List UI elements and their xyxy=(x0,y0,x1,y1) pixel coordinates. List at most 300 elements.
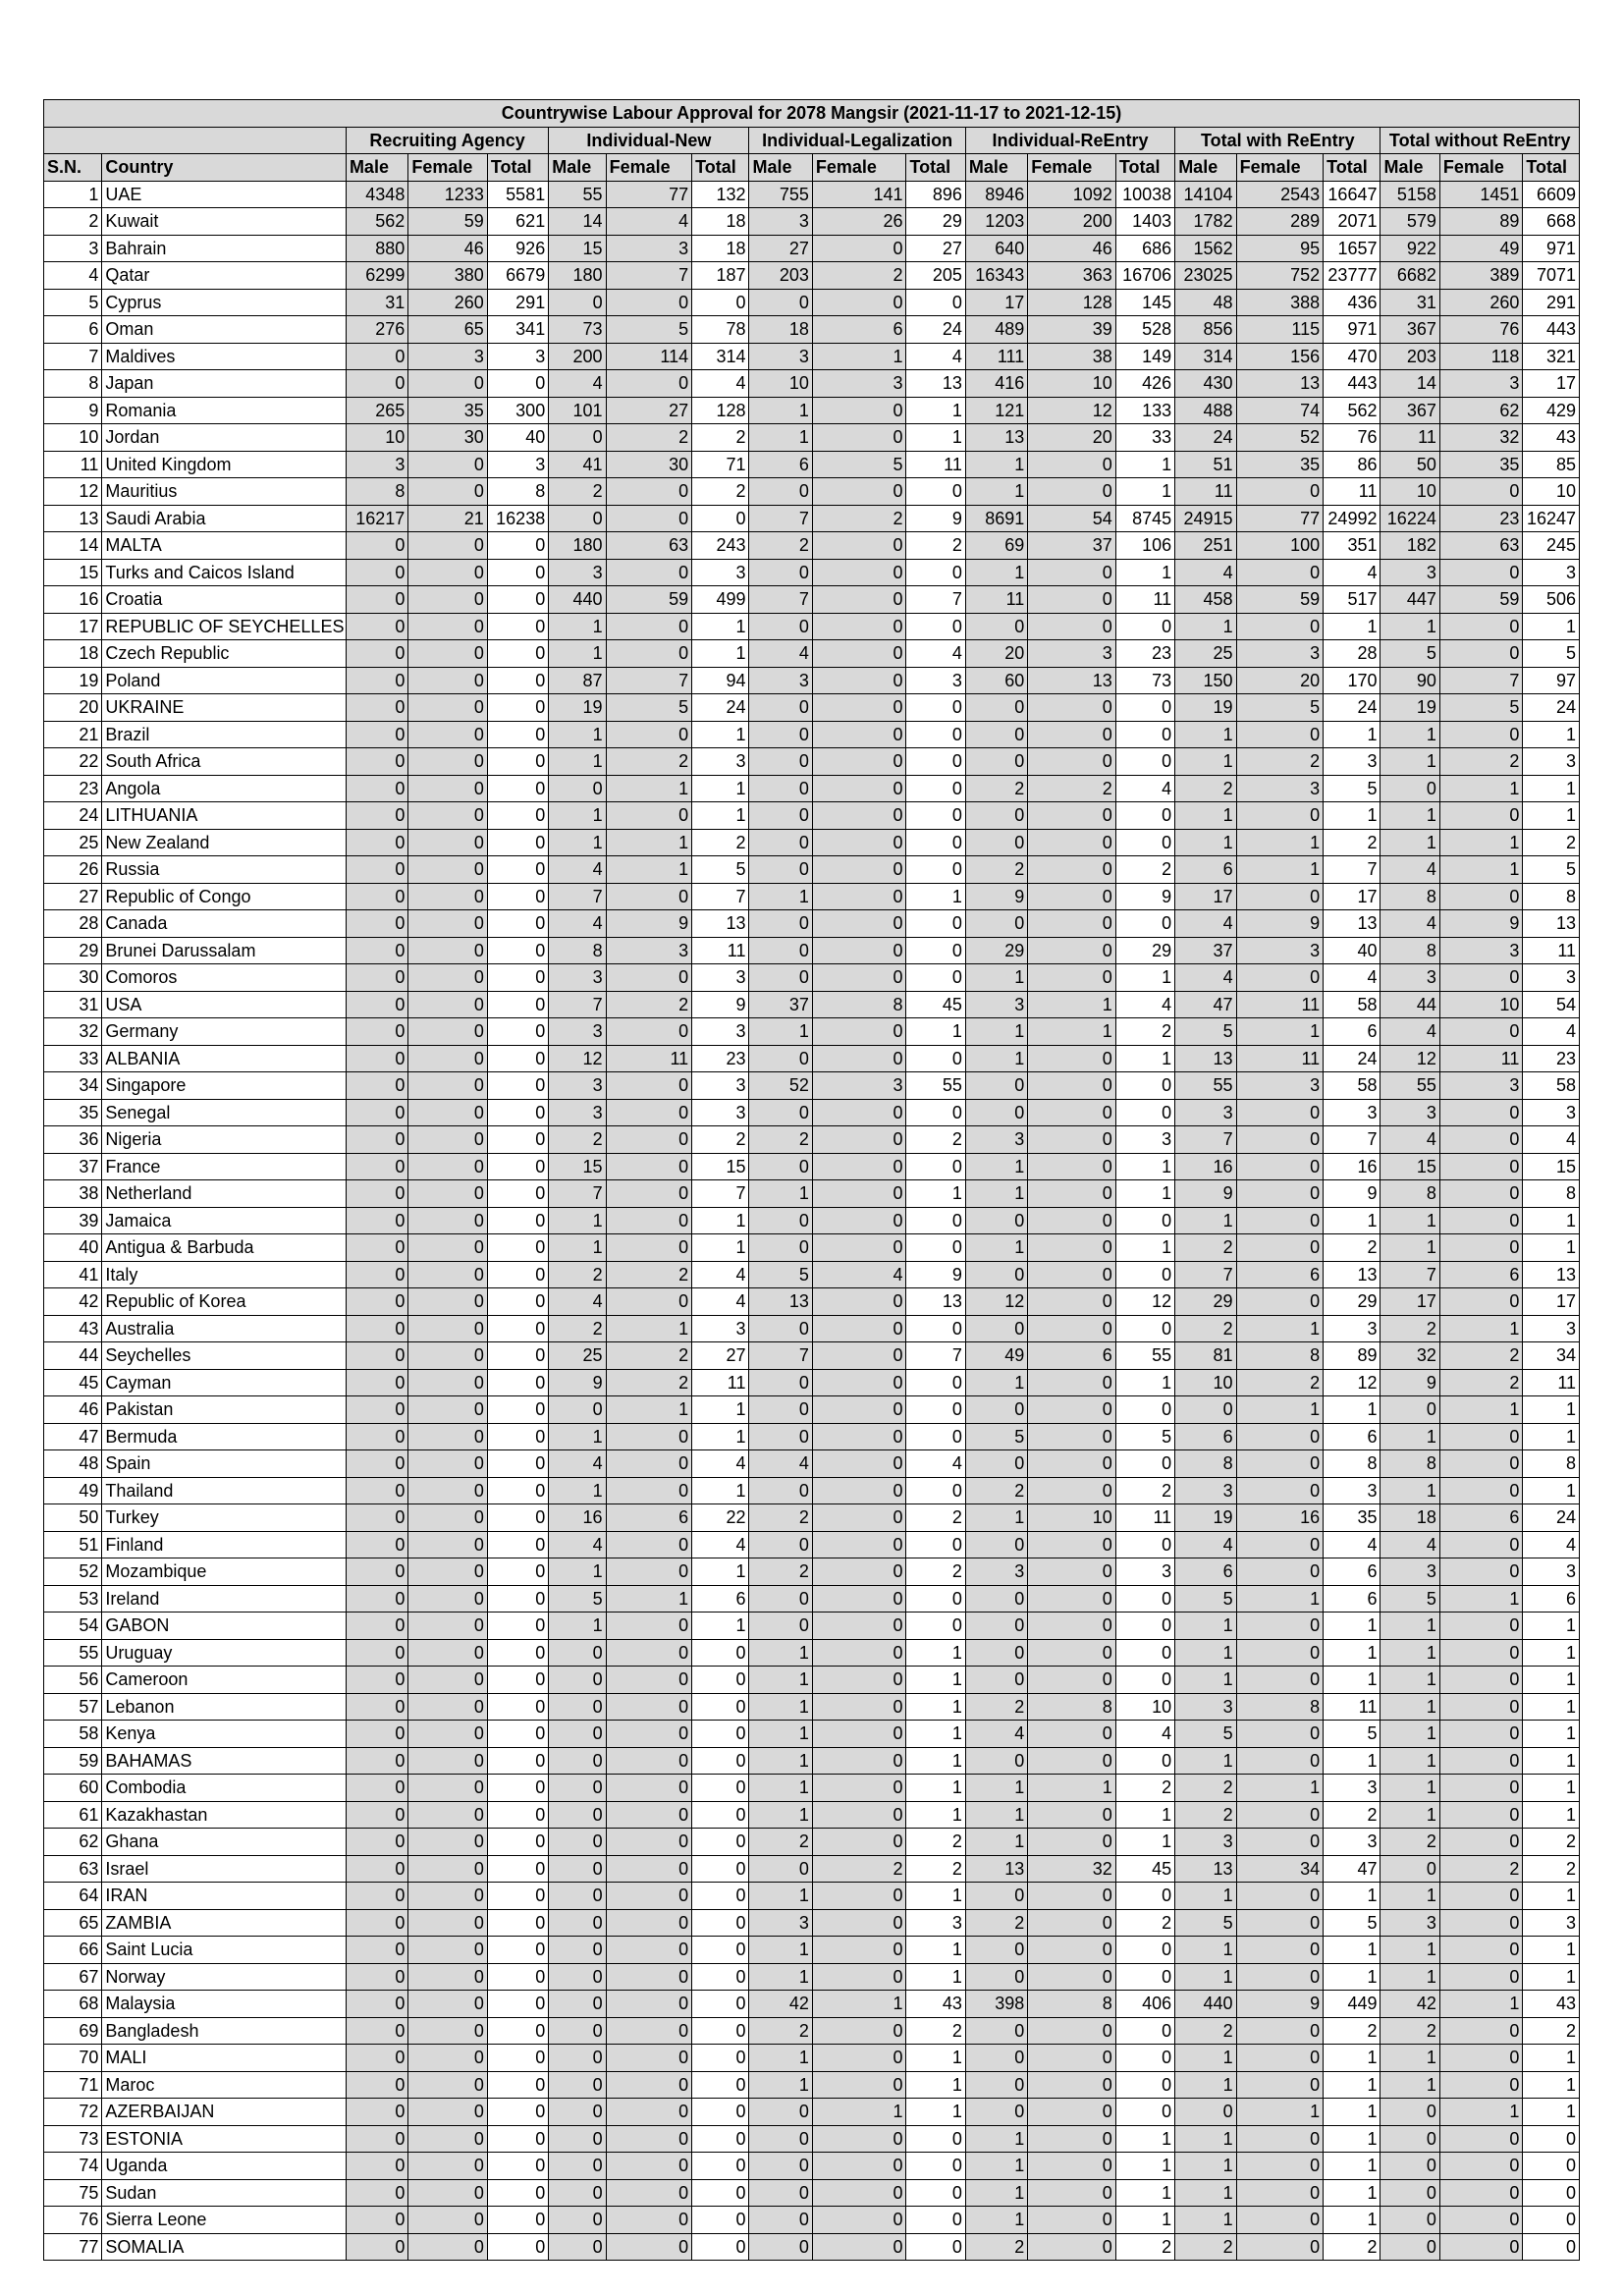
male-cell: 1 xyxy=(1380,1667,1439,1694)
total-cell: 0 xyxy=(487,1613,548,1640)
total-cell: 1 xyxy=(1115,2153,1174,2180)
sn-cell: 41 xyxy=(44,1261,102,1288)
male-cell: 29 xyxy=(1175,1288,1236,1316)
male-cell: 1 xyxy=(549,1423,606,1450)
male-cell: 90 xyxy=(1380,667,1439,694)
total-cell: 2 xyxy=(1115,1909,1174,1937)
female-cell: 2 xyxy=(606,991,692,1018)
male-cell: 0 xyxy=(346,667,407,694)
female-cell: 1 xyxy=(1439,856,1523,884)
total-cell: 971 xyxy=(1324,316,1380,344)
sn-cell: 38 xyxy=(44,1180,102,1208)
male-cell: 0 xyxy=(1380,2233,1439,2261)
male-cell: 8 xyxy=(1380,883,1439,910)
total-cell: 3 xyxy=(906,667,965,694)
sub-header-male: Male xyxy=(965,154,1027,182)
total-cell: 0 xyxy=(692,2153,749,2180)
total-cell: 0 xyxy=(487,1504,548,1532)
female-cell: 0 xyxy=(1439,1531,1523,1558)
female-cell: 3 xyxy=(606,235,692,262)
total-cell: 11 xyxy=(906,451,965,478)
total-cell: 8 xyxy=(487,478,548,506)
total-cell: 0 xyxy=(487,370,548,398)
male-cell: 0 xyxy=(346,1234,407,1262)
total-cell: 0 xyxy=(487,1099,548,1126)
male-cell: 0 xyxy=(965,1937,1027,1964)
female-cell: 0 xyxy=(812,1775,906,1802)
female-cell: 0 xyxy=(1028,1747,1116,1775)
female-cell: 35 xyxy=(1439,451,1523,478)
male-cell: 0 xyxy=(346,829,407,856)
female-cell: 0 xyxy=(812,1883,906,1910)
female-cell: 0 xyxy=(1028,1909,1116,1937)
female-cell: 260 xyxy=(1439,289,1523,316)
male-cell: 0 xyxy=(346,1423,407,1450)
table-row xyxy=(44,1883,1580,1910)
female-cell: 0 xyxy=(1439,1207,1523,1234)
female-cell: 0 xyxy=(1236,1288,1324,1316)
male-cell: 0 xyxy=(749,2099,812,2126)
male-cell: 5 xyxy=(1175,1018,1236,1046)
female-cell: 1 xyxy=(606,829,692,856)
group-header-total-without-reentry: Total without ReEntry xyxy=(1380,127,1580,154)
female-cell: 363 xyxy=(1028,262,1116,290)
male-cell: 4 xyxy=(1175,910,1236,938)
male-cell: 1 xyxy=(965,2153,1027,2180)
female-cell: 260 xyxy=(408,289,488,316)
male-cell: 0 xyxy=(749,2125,812,2153)
female-cell: 0 xyxy=(408,1504,488,1532)
total-cell: 1 xyxy=(1324,1207,1380,1234)
total-cell: 314 xyxy=(692,343,749,370)
male-cell: 0 xyxy=(749,1207,812,1234)
female-cell: 46 xyxy=(408,235,488,262)
female-cell: 0 xyxy=(606,721,692,748)
total-cell: 2 xyxy=(906,1504,965,1532)
female-cell: 11 xyxy=(1439,1045,1523,1072)
male-cell: 416 xyxy=(965,370,1027,398)
female-cell: 0 xyxy=(812,1531,906,1558)
male-cell: 13 xyxy=(1175,1855,1236,1883)
male-cell: 458 xyxy=(1175,586,1236,614)
male-cell: 0 xyxy=(346,856,407,884)
female-cell: 0 xyxy=(1439,2017,1523,2045)
female-cell: 0 xyxy=(1236,1829,1324,1856)
female-cell: 1 xyxy=(812,2099,906,2126)
male-cell: 1 xyxy=(965,1180,1027,1208)
country-cell: Italy xyxy=(102,1261,347,1288)
sn-cell: 14 xyxy=(44,532,102,560)
total-cell: 34 xyxy=(1523,1342,1580,1370)
female-cell: 0 xyxy=(812,1423,906,1450)
male-cell: 0 xyxy=(749,1234,812,1262)
female-cell: 0 xyxy=(408,532,488,560)
sn-cell: 1 xyxy=(44,181,102,208)
sn-cell: 62 xyxy=(44,1829,102,1856)
total-cell: 1 xyxy=(1115,2207,1174,2234)
female-cell: 0 xyxy=(1236,1801,1324,1829)
total-cell: 7071 xyxy=(1523,262,1580,290)
female-cell: 0 xyxy=(606,1180,692,1208)
female-cell: 8 xyxy=(1028,1693,1116,1721)
sn-cell: 40 xyxy=(44,1234,102,1262)
country-cell: Norway xyxy=(102,1963,347,1991)
sn-cell: 7 xyxy=(44,343,102,370)
sub-header-total: Total xyxy=(906,154,965,182)
female-cell: 2 xyxy=(1439,748,1523,776)
female-cell: 0 xyxy=(1236,2207,1324,2234)
female-cell: 0 xyxy=(812,559,906,586)
male-cell: 10 xyxy=(1175,1369,1236,1396)
male-cell: 6 xyxy=(1175,1423,1236,1450)
female-cell: 0 xyxy=(1439,613,1523,640)
total-cell: 11 xyxy=(1324,478,1380,506)
male-cell: 5 xyxy=(965,1423,1027,1450)
total-cell: 5581 xyxy=(487,181,548,208)
male-cell: 0 xyxy=(346,2099,407,2126)
female-cell: 0 xyxy=(1236,1909,1324,1937)
male-cell: 31 xyxy=(1380,289,1439,316)
total-cell: 1 xyxy=(1324,1747,1380,1775)
male-cell: 180 xyxy=(549,532,606,560)
total-cell: 5 xyxy=(1523,640,1580,668)
total-cell: 7 xyxy=(1324,856,1380,884)
female-cell: 0 xyxy=(408,451,488,478)
male-cell: 4 xyxy=(1175,1531,1236,1558)
male-cell: 1 xyxy=(549,1558,606,1586)
female-cell: 0 xyxy=(1439,1126,1523,1154)
total-cell: 300 xyxy=(487,397,548,424)
sn-cell: 28 xyxy=(44,910,102,938)
table-row xyxy=(44,883,1580,910)
sn-cell: 46 xyxy=(44,1396,102,1424)
male-cell: 23025 xyxy=(1175,262,1236,290)
female-cell: 0 xyxy=(1439,2179,1523,2207)
sn-cell: 12 xyxy=(44,478,102,506)
total-cell: 0 xyxy=(906,1234,965,1262)
female-cell: 0 xyxy=(1236,2045,1324,2072)
female-cell: 0 xyxy=(606,1937,692,1964)
sn-cell: 71 xyxy=(44,2071,102,2099)
total-cell: 1 xyxy=(1115,1045,1174,1072)
male-cell: 276 xyxy=(346,316,407,344)
male-cell: 1 xyxy=(965,1234,1027,1262)
male-cell: 5158 xyxy=(1380,181,1439,208)
total-cell: 2071 xyxy=(1324,208,1380,236)
country-cell: Bahrain xyxy=(102,235,347,262)
male-cell: 2 xyxy=(965,2233,1027,2261)
country-cell: Israel xyxy=(102,1855,347,1883)
female-cell: 0 xyxy=(1028,2071,1116,2099)
female-cell: 0 xyxy=(408,1855,488,1883)
total-cell: 0 xyxy=(692,1909,749,1937)
male-cell: 2 xyxy=(749,1126,812,1154)
total-cell: 0 xyxy=(487,1531,548,1558)
total-cell: 1 xyxy=(1523,1721,1580,1748)
male-cell: 7 xyxy=(749,1342,812,1370)
total-cell: 58 xyxy=(1324,1072,1380,1100)
total-cell: 2 xyxy=(906,1126,965,1154)
country-cell: Sudan xyxy=(102,2179,347,2207)
total-cell: 0 xyxy=(487,667,548,694)
total-cell: 1 xyxy=(692,802,749,830)
female-cell: 0 xyxy=(1028,1531,1116,1558)
female-cell: 0 xyxy=(1439,1639,1523,1667)
male-cell: 19 xyxy=(549,694,606,722)
male-cell: 1 xyxy=(1380,1423,1439,1450)
total-cell: 2 xyxy=(906,1558,965,1586)
female-cell: 5 xyxy=(1236,694,1324,722)
female-cell: 0 xyxy=(606,2153,692,2180)
table-row xyxy=(44,1801,1580,1829)
male-cell: 1 xyxy=(749,2045,812,2072)
male-cell: 0 xyxy=(346,586,407,614)
total-cell: 0 xyxy=(692,2233,749,2261)
total-cell: 971 xyxy=(1523,235,1580,262)
table-row xyxy=(44,1721,1580,1748)
female-cell: 0 xyxy=(606,370,692,398)
total-cell: 0 xyxy=(1115,1613,1174,1640)
male-cell: 4 xyxy=(549,1288,606,1316)
female-cell: 0 xyxy=(408,1883,488,1910)
female-cell: 0 xyxy=(408,1396,488,1424)
total-cell: 0 xyxy=(487,2017,548,2045)
total-cell: 0 xyxy=(487,640,548,668)
total-cell: 686 xyxy=(1115,235,1174,262)
total-cell: 2 xyxy=(1324,2233,1380,2261)
male-cell: 0 xyxy=(549,505,606,532)
male-cell: 6682 xyxy=(1380,262,1439,290)
female-cell: 1 xyxy=(1236,1396,1324,1424)
female-cell: 3 xyxy=(1439,1072,1523,1100)
sn-cell: 23 xyxy=(44,775,102,802)
total-cell: 24 xyxy=(1324,694,1380,722)
total-cell: 2 xyxy=(906,2017,965,2045)
country-cell: Cameroon xyxy=(102,1667,347,1694)
female-cell: 8 xyxy=(812,991,906,1018)
male-cell: 1 xyxy=(1380,1963,1439,1991)
female-cell: 0 xyxy=(606,1234,692,1262)
total-cell: 170 xyxy=(1324,667,1380,694)
male-cell: 0 xyxy=(749,694,812,722)
female-cell: 7 xyxy=(1439,667,1523,694)
female-cell: 0 xyxy=(1028,451,1116,478)
table-row xyxy=(44,208,1580,236)
female-cell: 0 xyxy=(1236,1639,1324,1667)
sub-header-total: Total xyxy=(692,154,749,182)
total-cell: 3 xyxy=(1523,964,1580,992)
table-row xyxy=(44,2233,1580,2261)
total-cell: 1403 xyxy=(1115,208,1174,236)
female-cell: 0 xyxy=(1236,1963,1324,1991)
male-cell: 13 xyxy=(965,424,1027,452)
female-cell: 0 xyxy=(1028,586,1116,614)
male-cell: 0 xyxy=(749,1531,812,1558)
male-cell: 755 xyxy=(749,181,812,208)
country-cell: Kuwait xyxy=(102,208,347,236)
country-cell: Saudi Arabia xyxy=(102,505,347,532)
female-cell: 0 xyxy=(1439,1018,1523,1046)
male-cell: 0 xyxy=(549,1639,606,1667)
total-cell: 35 xyxy=(1324,1504,1380,1532)
sub-header-total: Total xyxy=(1523,154,1580,182)
table-row xyxy=(44,937,1580,964)
total-cell: 1 xyxy=(692,1234,749,1262)
male-cell: 19 xyxy=(1380,694,1439,722)
female-cell: 0 xyxy=(1028,856,1116,884)
male-cell: 0 xyxy=(346,2071,407,2099)
male-cell: 1 xyxy=(549,1234,606,1262)
female-cell: 0 xyxy=(1028,1639,1116,1667)
female-cell: 0 xyxy=(812,586,906,614)
female-cell: 0 xyxy=(606,1288,692,1316)
male-cell: 0 xyxy=(749,2207,812,2234)
female-cell: 289 xyxy=(1236,208,1324,236)
female-cell: 0 xyxy=(408,694,488,722)
male-cell: 0 xyxy=(749,910,812,938)
male-cell: 7 xyxy=(1175,1126,1236,1154)
total-cell: 17 xyxy=(1523,370,1580,398)
country-cell: Russia xyxy=(102,856,347,884)
male-cell: 0 xyxy=(749,1315,812,1342)
total-cell: 1 xyxy=(1115,1369,1174,1396)
female-cell: 0 xyxy=(408,1477,488,1504)
female-cell: 0 xyxy=(408,613,488,640)
total-cell: 0 xyxy=(692,1855,749,1883)
male-cell: 0 xyxy=(549,2071,606,2099)
female-cell: 46 xyxy=(1028,235,1116,262)
total-cell: 1 xyxy=(1115,478,1174,506)
sn-cell: 22 xyxy=(44,748,102,776)
female-cell: 0 xyxy=(812,1613,906,1640)
country-cell: Thailand xyxy=(102,1477,347,1504)
female-cell: 0 xyxy=(812,1342,906,1370)
male-cell: 3 xyxy=(549,1099,606,1126)
female-cell: 0 xyxy=(408,1747,488,1775)
male-cell: 489 xyxy=(965,316,1027,344)
female-cell: 1 xyxy=(606,775,692,802)
total-cell: 0 xyxy=(692,2071,749,2099)
female-cell: 0 xyxy=(1028,1613,1116,1640)
female-cell: 0 xyxy=(1439,559,1523,586)
female-cell: 32 xyxy=(1028,1855,1116,1883)
male-cell: 47 xyxy=(1175,991,1236,1018)
total-cell: 2 xyxy=(1115,2233,1174,2261)
male-cell: 0 xyxy=(346,1342,407,1370)
female-cell: 0 xyxy=(812,2017,906,2045)
total-cell: 1 xyxy=(1324,2125,1380,2153)
male-cell: 1 xyxy=(965,964,1027,992)
sn-cell: 67 xyxy=(44,1963,102,1991)
country-cell: Uganda xyxy=(102,2153,347,2180)
female-cell: 0 xyxy=(1236,1126,1324,1154)
male-cell: 3 xyxy=(749,1909,812,1937)
female-cell: 0 xyxy=(606,505,692,532)
male-cell: 0 xyxy=(965,829,1027,856)
country-cell: AZERBAIJAN xyxy=(102,2099,347,2126)
female-cell: 8 xyxy=(1028,1991,1116,2018)
country-cell: Finland xyxy=(102,1531,347,1558)
total-cell: 1 xyxy=(692,1423,749,1450)
country-cell: Jordan xyxy=(102,424,347,452)
sn-header: S.N. xyxy=(44,154,102,182)
total-cell: 0 xyxy=(487,1721,548,1748)
male-cell: 0 xyxy=(1380,2099,1439,2126)
female-cell: 0 xyxy=(1439,1099,1523,1126)
male-cell: 1 xyxy=(965,1369,1027,1396)
total-cell: 0 xyxy=(487,802,548,830)
total-cell: 27 xyxy=(692,1342,749,1370)
table-row xyxy=(44,2099,1580,2126)
total-cell: 7 xyxy=(1324,1126,1380,1154)
sn-cell: 56 xyxy=(44,1667,102,1694)
male-cell: 0 xyxy=(346,532,407,560)
male-cell: 4 xyxy=(1175,964,1236,992)
male-cell: 367 xyxy=(1380,316,1439,344)
male-cell: 0 xyxy=(549,1801,606,1829)
sn-cell: 25 xyxy=(44,829,102,856)
female-cell: 0 xyxy=(606,1450,692,1478)
female-cell: 0 xyxy=(408,883,488,910)
country-cell: Mauritius xyxy=(102,478,347,506)
total-cell: 0 xyxy=(906,910,965,938)
total-cell: 0 xyxy=(692,1801,749,1829)
total-cell: 13 xyxy=(1324,1261,1380,1288)
sn-cell: 33 xyxy=(44,1045,102,1072)
male-cell: 3 xyxy=(549,559,606,586)
female-cell: 0 xyxy=(408,559,488,586)
total-cell: 17 xyxy=(1324,883,1380,910)
table-row xyxy=(44,316,1580,344)
total-cell: 3 xyxy=(1523,1315,1580,1342)
male-cell: 0 xyxy=(346,1829,407,1856)
total-cell: 1 xyxy=(1324,2099,1380,2126)
female-cell: 6 xyxy=(1028,1342,1116,1370)
female-cell: 0 xyxy=(408,2045,488,2072)
female-cell: 2 xyxy=(606,748,692,776)
group-header-recruiting-agency: Recruiting Agency xyxy=(346,127,548,154)
male-cell: 4 xyxy=(549,1450,606,1478)
total-cell: 0 xyxy=(906,694,965,722)
total-cell: 0 xyxy=(487,1342,548,1370)
total-cell: 3 xyxy=(1324,1829,1380,1856)
total-cell: 4 xyxy=(692,1261,749,1288)
total-cell: 341 xyxy=(487,316,548,344)
male-cell: 4 xyxy=(1380,856,1439,884)
female-cell: 77 xyxy=(1236,505,1324,532)
female-cell: 59 xyxy=(606,586,692,614)
female-cell: 0 xyxy=(1439,1613,1523,1640)
sn-cell: 60 xyxy=(44,1775,102,1802)
male-cell: 8 xyxy=(1380,1450,1439,1478)
male-cell: 0 xyxy=(346,2153,407,2180)
total-cell: 22 xyxy=(692,1504,749,1532)
total-cell: 23 xyxy=(1115,640,1174,668)
male-cell: 0 xyxy=(346,2179,407,2207)
male-cell: 1782 xyxy=(1175,208,1236,236)
total-cell: 24 xyxy=(692,694,749,722)
male-cell: 0 xyxy=(1380,1396,1439,1424)
female-cell: 100 xyxy=(1236,532,1324,560)
total-cell: 3 xyxy=(1523,748,1580,776)
male-cell: 2 xyxy=(965,775,1027,802)
female-cell: 0 xyxy=(1236,1747,1324,1775)
male-cell: 2 xyxy=(1175,2017,1236,2045)
male-cell: 0 xyxy=(749,2179,812,2207)
female-cell: 0 xyxy=(606,1531,692,1558)
table-row xyxy=(44,2179,1580,2207)
male-cell: 0 xyxy=(346,964,407,992)
